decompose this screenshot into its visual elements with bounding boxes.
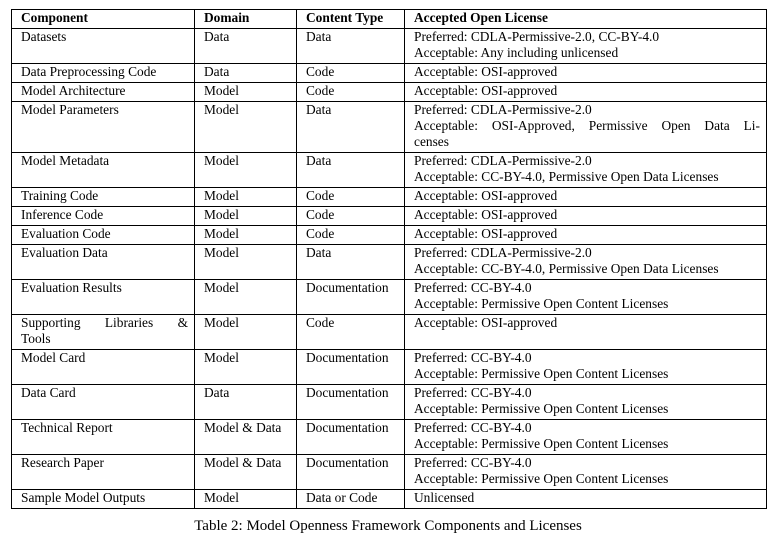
license-line: Acceptable: Permissive Open Content Licenses	[414, 296, 669, 311]
license-line: Acceptable: Permissive Open Content Licenses	[414, 401, 669, 416]
component-line: Supporting Libraries &	[21, 315, 188, 330]
license-line: Acceptable: OSI-approved	[414, 188, 558, 203]
table-row	[12, 207, 767, 226]
content-type-cell: Documentation	[297, 280, 405, 315]
content-type-cell: Documentation	[297, 455, 405, 490]
component-cell: Model Card	[12, 350, 195, 385]
header-component: Component	[12, 10, 195, 29]
licenses-table	[11, 9, 767, 509]
license-cell	[405, 64, 767, 83]
license-line: Acceptable: OSI-approved	[414, 315, 558, 330]
license-cell	[405, 455, 767, 490]
domain-cell: Model	[195, 245, 297, 280]
license-line: Acceptable: OSI-approved	[414, 83, 558, 98]
domain-cell: Model	[195, 280, 297, 315]
license-cell	[405, 207, 767, 226]
license-line: Preferred: CC-BY-4.0	[414, 455, 532, 470]
license-cell	[405, 188, 767, 207]
content-type-cell: Code	[297, 315, 405, 350]
license-cell	[405, 350, 767, 385]
license-cell	[405, 315, 767, 350]
component-cell: Model Parameters	[12, 102, 195, 153]
domain-cell: Model	[195, 188, 297, 207]
license-line: censes	[414, 134, 449, 149]
domain-cell: Model	[195, 315, 297, 350]
component-cell: Technical Report	[12, 420, 195, 455]
license-cell	[405, 490, 767, 509]
content-type-cell: Code	[297, 188, 405, 207]
license-line: Preferred: CDLA-Permissive-2.0, CC-BY-4.0	[414, 29, 660, 44]
table-row	[12, 280, 767, 315]
component-cell: Evaluation Code	[12, 226, 195, 245]
header-accepted-license: Accepted Open License	[405, 10, 767, 29]
component-line: Tools	[21, 331, 51, 346]
component-cell: Inference Code	[12, 207, 195, 226]
table-row	[12, 490, 767, 509]
license-line: Acceptable: OSI-Approved, Permissive Open Data Li-	[414, 118, 760, 133]
license-line: Unlicensed	[414, 490, 475, 505]
table-row	[12, 83, 767, 102]
table-row	[12, 455, 767, 490]
license-line: Preferred: CDLA-Permissive-2.0	[414, 102, 592, 117]
domain-cell: Model	[195, 153, 297, 188]
license-line: Preferred: CDLA-Permissive-2.0	[414, 245, 592, 260]
content-type-cell: Data	[297, 29, 405, 64]
content-type-cell: Documentation	[297, 350, 405, 385]
domain-cell: Model	[195, 226, 297, 245]
license-line: Acceptable: OSI-approved	[414, 64, 558, 79]
license-line: Acceptable: Permissive Open Content Licenses	[414, 366, 669, 381]
content-type-cell: Code	[297, 226, 405, 245]
content-type-cell: Data	[297, 153, 405, 188]
license-line: Acceptable: Any including unlicensed	[414, 45, 619, 60]
content-type-cell: Documentation	[297, 385, 405, 420]
domain-cell: Model	[195, 490, 297, 509]
table-row	[12, 420, 767, 455]
license-cell	[405, 226, 767, 245]
domain-cell: Model	[195, 350, 297, 385]
license-line: Acceptable: OSI-approved	[414, 226, 558, 241]
license-cell	[405, 29, 767, 64]
component-cell: Data Card	[12, 385, 195, 420]
license-cell	[405, 102, 767, 153]
domain-cell: Data	[195, 64, 297, 83]
table-header-row	[12, 10, 767, 29]
content-type-cell: Data	[297, 102, 405, 153]
license-cell	[405, 83, 767, 102]
table-row	[12, 64, 767, 83]
content-type-cell: Data or Code	[297, 490, 405, 509]
header-content-type: Content Type	[297, 10, 405, 29]
table-row	[12, 350, 767, 385]
table-row	[12, 226, 767, 245]
table-row	[12, 315, 767, 350]
table-row	[12, 245, 767, 280]
license-line: Preferred: CC-BY-4.0	[414, 420, 532, 435]
table-row	[12, 153, 767, 188]
table-row	[12, 102, 767, 153]
license-cell	[405, 245, 767, 280]
domain-cell: Data	[195, 29, 297, 64]
domain-cell: Model	[195, 83, 297, 102]
table-row	[12, 29, 767, 64]
license-line: Acceptable: CC-BY-4.0, Permissive Open Data Licenses	[414, 169, 719, 184]
license-line: Acceptable: Permissive Open Content Licenses	[414, 436, 669, 451]
domain-cell: Model	[195, 102, 297, 153]
domain-cell: Model & Data	[195, 420, 297, 455]
license-line: Preferred: CDLA-Permissive-2.0	[414, 153, 592, 168]
license-cell	[405, 385, 767, 420]
component-cell: Model Metadata	[12, 153, 195, 188]
license-cell	[405, 280, 767, 315]
license-line: Acceptable: Permissive Open Content Licenses	[414, 471, 669, 486]
component-cell: Datasets	[12, 29, 195, 64]
license-line: Acceptable: CC-BY-4.0, Permissive Open Data Licenses	[414, 261, 719, 276]
content-type-cell: Data	[297, 245, 405, 280]
domain-cell: Model	[195, 207, 297, 226]
table-row	[12, 188, 767, 207]
table-row	[12, 385, 767, 420]
header-domain: Domain	[195, 10, 297, 29]
content-type-cell: Code	[297, 83, 405, 102]
license-cell	[405, 153, 767, 188]
license-cell	[405, 420, 767, 455]
component-cell: Data Preprocessing Code	[12, 64, 195, 83]
component-cell: Model Architecture	[12, 83, 195, 102]
component-cell: Evaluation Data	[12, 245, 195, 280]
license-line: Preferred: CC-BY-4.0	[414, 280, 532, 295]
license-line: Preferred: CC-BY-4.0	[414, 350, 532, 365]
domain-cell: Data	[195, 385, 297, 420]
component-cell: Research Paper	[12, 455, 195, 490]
license-line: Acceptable: OSI-approved	[414, 207, 558, 222]
table-caption: Table 2: Model Openness Framework Components and Licenses	[194, 518, 582, 534]
license-line: Preferred: CC-BY-4.0	[414, 385, 532, 400]
domain-cell: Model & Data	[195, 455, 297, 490]
content-type-cell: Code	[297, 207, 405, 226]
content-type-cell: Documentation	[297, 420, 405, 455]
component-cell: Training Code	[12, 188, 195, 207]
component-cell: Sample Model Outputs	[12, 490, 195, 509]
component-cell	[12, 315, 195, 350]
component-cell: Evaluation Results	[12, 280, 195, 315]
content-type-cell: Code	[297, 64, 405, 83]
